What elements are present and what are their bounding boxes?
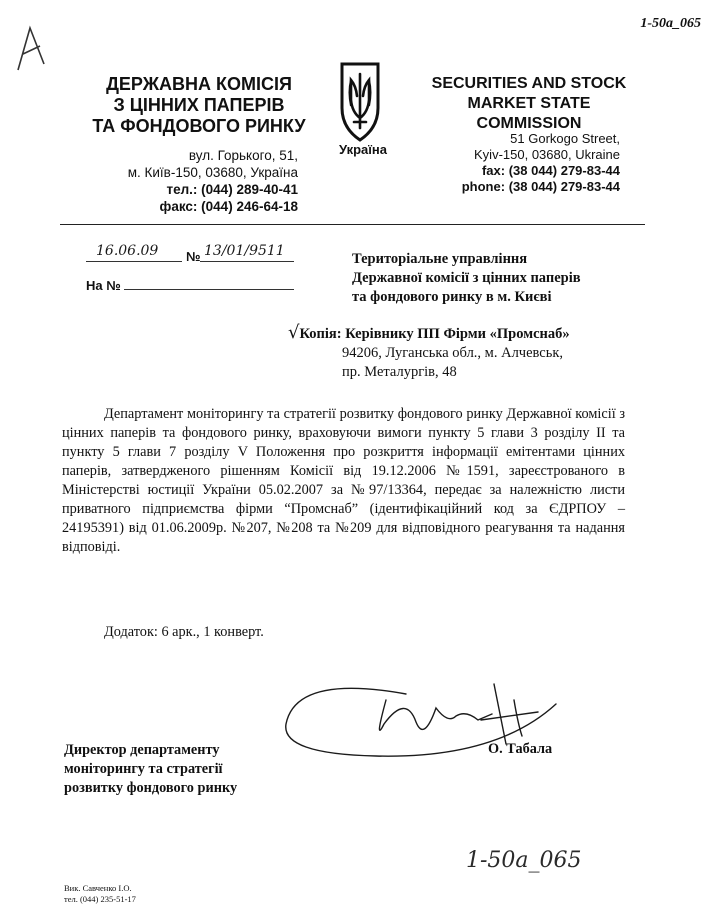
number-field: [200, 243, 294, 262]
registration-number: 13/01/9511: [204, 243, 285, 259]
coat-of-arms-icon: [330, 56, 390, 146]
address-ua: вул. Горького, 51, м. Київ-150, 03680, Україна тел.: (044) 289-40-41 факс: (044) 246-64-18: [127, 148, 298, 214]
attachment-note: Додаток: 6 арк., 1 конверт.: [104, 624, 264, 640]
registration-date: 16.06.09: [96, 243, 159, 259]
reply-to-field: [124, 271, 294, 290]
letter-body: Департамент моніторингу та стратегії розвитку фондового ринку Державної комісії з цінних паперів та фондового ринку, враховуючи вимоги пункту 5 глави 3 розділу ІІ та пункту 5 глави 7 розділу V Положення про розкриття інформації емітентами цінних паперів, затвердженого рішенням Комісії від 19.12.2006 №1591, зареєстрованого в Міністерстві юстиції України 05.02.2007 за №97/13364, передає за належністю листи приватного підприємства фірми “Промснаб” (ідентифікаційний код за ЄДРПОУ – 24195391) від 01.06.2009р. №207, №208 та №209 для відповідного реагування та надання відповіді.: [62, 406, 625, 555]
reply-to-label: На №: [86, 278, 121, 293]
corner-handwritten-mark: [10, 20, 50, 80]
organization-name-en: SECURITIES AND STOCK MARKET STATE COMMISSION: [431, 75, 627, 132]
executor-info: Вик. Савченко І.О. тел. (044) 235-51-17: [64, 883, 136, 904]
checkmark-icon: √: [288, 322, 300, 343]
copy-block: √Копія: Керівнику ПП Фірми «Промснаб» 94206, Луганська обл., м. Алчевськ, пр. Металургів, 48: [288, 322, 570, 380]
country-label: Україна: [338, 142, 387, 157]
number-label: №: [186, 249, 201, 264]
address-en: 51 Gorkogo Street, Kyiv-150, 03680, Ukraine fax: (38 044) 279-83-44 phone: (38 044) 279-83-44: [461, 131, 620, 194]
signer-name: О. Табала: [488, 741, 553, 757]
header-divider: [60, 224, 645, 225]
date-field: [86, 243, 182, 262]
organization-name-ua: ДЕРЖАВНА КОМІСІЯ З ЦІННИХ ПАПЕРІВ ТА ФОНДОВОГО РИНКУ: [92, 74, 306, 136]
handwritten-code: 1-50а_065: [466, 848, 582, 873]
signer-title: Директор департаменту моніторингу та стратегії розвитку фондового ринку: [64, 742, 238, 796]
recipient-block: Територіальне управління Державної комісії з цінних паперів та фондового ринку в м. Києві: [352, 251, 581, 305]
document-code: 1-50a_065: [640, 16, 701, 31]
